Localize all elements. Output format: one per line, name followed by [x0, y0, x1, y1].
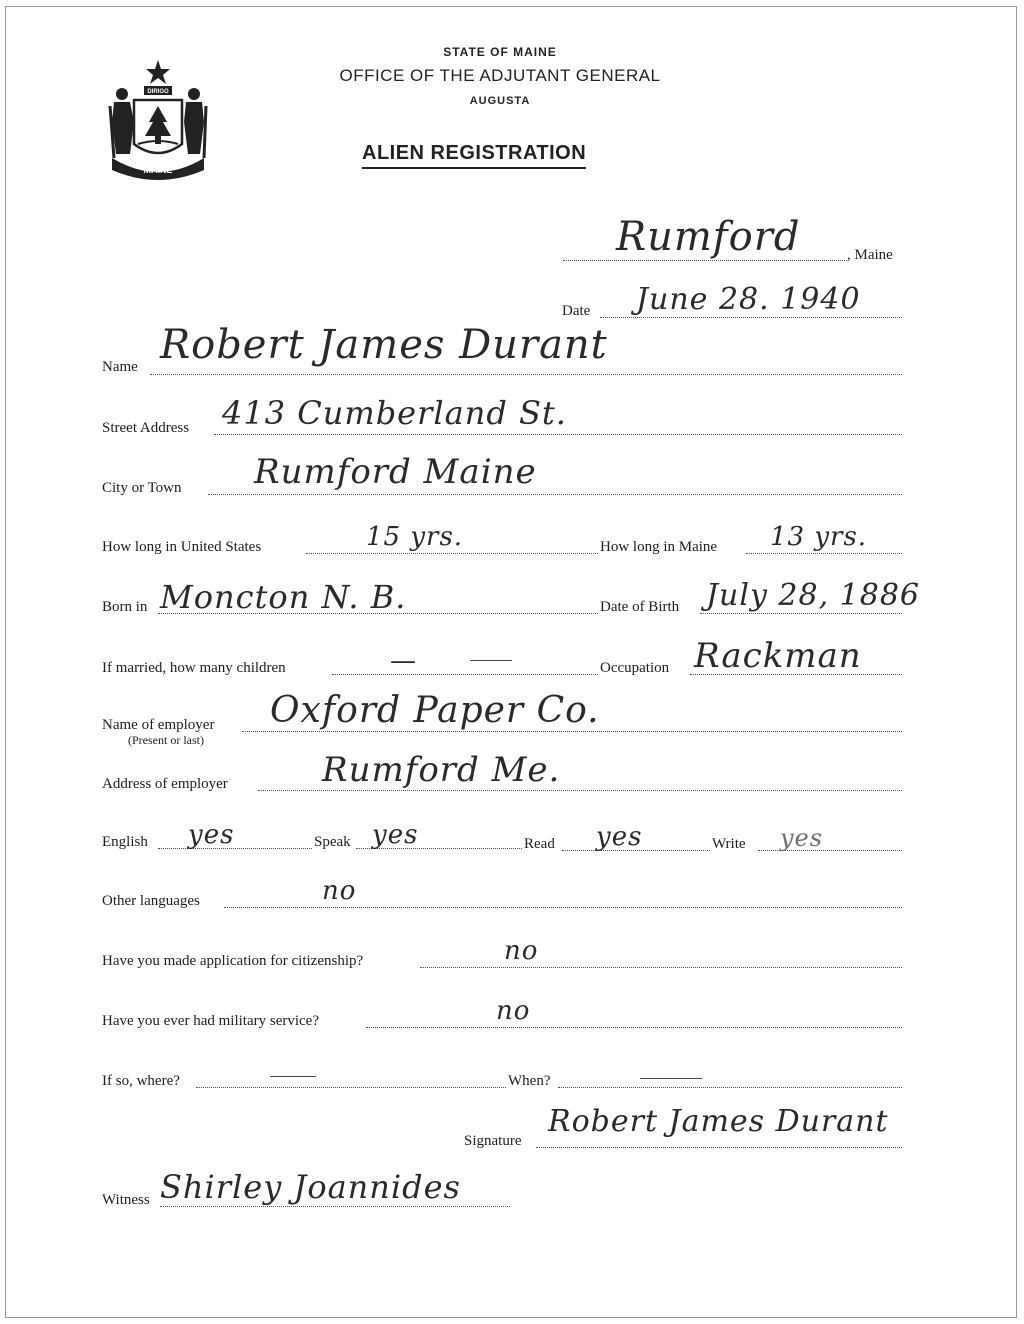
- when-dash: [640, 1078, 702, 1079]
- signature-label: Signature: [464, 1133, 522, 1149]
- employer-line: [242, 731, 902, 732]
- citizenship-line: [420, 967, 902, 968]
- other-languages-entry: no: [322, 876, 357, 906]
- name-entry: Robert James Durant: [160, 322, 608, 368]
- employer-label: Name of employer: [102, 717, 215, 733]
- military-line: [366, 1027, 902, 1028]
- english-line: [158, 848, 312, 849]
- write-entry: yes: [780, 824, 824, 852]
- how-long-maine-label: How long in Maine: [600, 539, 718, 555]
- how-long-us-label: How long in United States: [102, 539, 262, 555]
- citizenship-entry: no: [504, 936, 539, 966]
- city-entry: Rumford Maine: [254, 452, 537, 492]
- employer-entry: Oxford Paper Co.: [270, 690, 600, 731]
- children-dash: [470, 660, 512, 661]
- military-label: Have you ever had military service?: [102, 1013, 319, 1029]
- occupation-label: Occupation: [600, 660, 670, 676]
- street-entry: 413 Cumberland St.: [222, 394, 567, 432]
- how-long-maine-entry: 13 yrs.: [770, 522, 868, 552]
- date-line: [600, 317, 902, 318]
- born-in-label: Born in: [102, 599, 148, 615]
- form-title: ALIEN REGISTRATION: [362, 142, 586, 169]
- date-of-birth-entry: July 28, 1886: [706, 578, 921, 613]
- city-line: [208, 494, 902, 495]
- children-line: [332, 674, 598, 675]
- speak-entry: yes: [372, 820, 419, 850]
- place-line: [563, 260, 847, 261]
- office-heading: OFFICE OF THE ADJUTANT GENERAL: [339, 66, 661, 85]
- signature-entry: Robert James Durant: [548, 1104, 889, 1139]
- svg-text:MAINE: MAINE: [143, 165, 173, 175]
- write-label: Write: [712, 836, 746, 852]
- where-label: If so, where?: [102, 1073, 180, 1089]
- speak-label: Speak: [314, 834, 351, 850]
- witness-line: [160, 1206, 510, 1207]
- name-label: Name: [102, 359, 138, 375]
- signature-line: [536, 1147, 902, 1148]
- date-of-birth-label: Date of Birth: [600, 599, 680, 615]
- witness-entry: Shirley Joannides: [160, 1168, 461, 1206]
- children-label: If married, how many children: [102, 660, 286, 676]
- street-label: Street Address: [102, 420, 190, 436]
- when-line: [558, 1087, 902, 1088]
- employer-address-entry: Rumford Me.: [322, 750, 561, 790]
- when-label: When?: [508, 1073, 551, 1089]
- witness-label: Witness: [102, 1192, 150, 1208]
- maine-label: , Maine: [847, 247, 893, 263]
- where-dash: [270, 1076, 316, 1077]
- date-entry: June 28. 1940: [636, 282, 861, 317]
- military-entry: no: [496, 996, 531, 1026]
- maine-state-seal-icon: [104, 58, 212, 180]
- how-long-us-line: [306, 553, 598, 554]
- street-line: [214, 434, 902, 435]
- read-label: Read: [524, 836, 555, 852]
- employer-address-label: Address of employer: [102, 776, 228, 792]
- place-entry: Rumford: [616, 214, 801, 260]
- other-languages-line: [224, 907, 902, 908]
- read-entry: yes: [596, 822, 643, 852]
- employer-address-line: [258, 790, 902, 791]
- date-label: Date: [562, 303, 591, 319]
- citizenship-label: Have you made application for citizenship?: [102, 953, 364, 969]
- date-of-birth-line: [700, 613, 902, 614]
- children-entry: —: [390, 646, 417, 676]
- english-entry: yes: [188, 820, 235, 850]
- where-line: [196, 1087, 506, 1088]
- occupation-entry: Rackman: [694, 636, 862, 676]
- how-long-us-entry: 15 yrs.: [366, 522, 464, 552]
- state-heading: STATE OF MAINE: [443, 45, 557, 59]
- born-in-entry: Moncton N. B.: [160, 578, 407, 616]
- how-long-maine-line: [746, 553, 902, 554]
- other-languages-label: Other languages: [102, 893, 200, 909]
- name-line: [150, 374, 902, 375]
- city-heading: AUGUSTA: [469, 95, 531, 107]
- svg-text:DIRIGO: DIRIGO: [147, 89, 169, 95]
- english-label: English: [102, 834, 148, 850]
- employer-sublabel: (Present or last): [128, 733, 204, 747]
- city-label: City or Town: [102, 480, 182, 496]
